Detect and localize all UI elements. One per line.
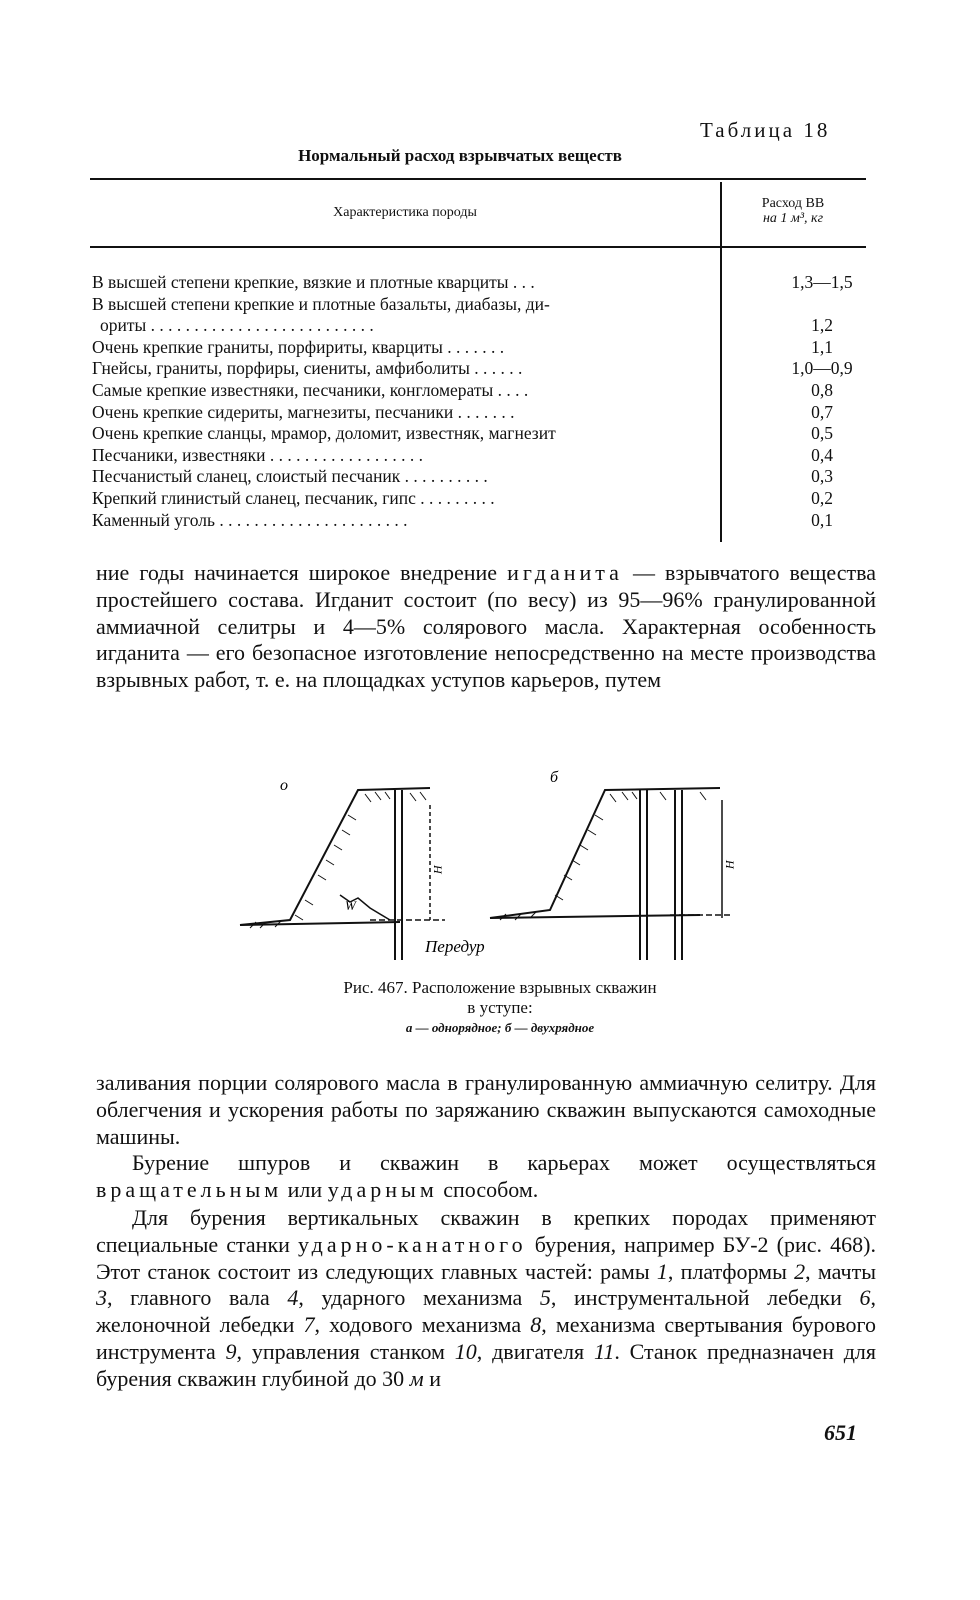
row-value: 1,0—0,9 bbox=[791, 358, 853, 379]
row-value: 0,5 bbox=[811, 423, 833, 444]
row-value: 0,3 bbox=[811, 466, 833, 487]
para4-n7: 7 bbox=[303, 1312, 315, 1338]
para4-a: Для бурения вертикальных скважин в крепких породах применяют специальные станки bbox=[96, 1205, 876, 1257]
para4-d: , платформы bbox=[667, 1258, 795, 1284]
caption-sub: а — однорядное; б — двухрядное bbox=[405, 1020, 595, 1035]
row-value: 1,3—1,5 bbox=[791, 272, 853, 292]
para4-term-cable: ударно-канатного bbox=[298, 1231, 527, 1257]
para4-n2: 2 bbox=[794, 1258, 806, 1284]
bench-ground-b bbox=[490, 915, 700, 918]
para4-n6: 6 bbox=[859, 1285, 871, 1311]
resistance-label: W bbox=[345, 898, 356, 913]
row-value: 0,8 bbox=[811, 379, 833, 400]
row-label: Очень крепкие сланцы, мрамор, доломит, известняк, магнезит bbox=[92, 423, 556, 444]
table-row bbox=[92, 272, 892, 294]
row-label: Очень крепкие сидериты, магнезиты, песчаники . . . . . . . bbox=[92, 401, 515, 422]
table-row bbox=[92, 294, 892, 316]
subdrill-label: Передур bbox=[425, 937, 485, 956]
table-row bbox=[92, 315, 892, 337]
rock-hatching bbox=[250, 792, 706, 928]
table-row bbox=[92, 488, 892, 510]
para2-text: заливания порции солярового масла в гранулированную аммиачную селитру. Для облегчения и ускорения работы по заряжанию скважин выпускаются самоходные машины. bbox=[96, 1070, 876, 1149]
paragraph-bu2 bbox=[96, 1205, 876, 1393]
para3-text-e: способом. bbox=[437, 1176, 539, 1202]
table-row bbox=[92, 337, 892, 359]
table-row bbox=[92, 423, 892, 445]
row-label: В высшей степени крепкие и плотные базальты, диабазы, ди- bbox=[92, 293, 550, 314]
table-header-consumption-line1: Расход ВВ bbox=[761, 196, 825, 211]
para1-text-a: ние годы начинается широкое внедрение bbox=[96, 560, 508, 585]
para4-o: и bbox=[423, 1365, 441, 1391]
para4-k: , механизма свертывания бурового инструмента bbox=[96, 1312, 876, 1364]
table-header-consumption bbox=[728, 196, 858, 226]
para3-text-a: Бурение шпуров и скважин в карьерах может осуществляться bbox=[132, 1150, 876, 1175]
para4-i: , желоночной лебедки bbox=[96, 1285, 877, 1338]
table-title-text: Нормальный расход взрывчатых веществ bbox=[298, 146, 622, 165]
caption-line1: Рис. 467. Расположение взрывных скважин bbox=[343, 978, 657, 997]
table-header-rock: Характеристика породы bbox=[333, 205, 477, 220]
bench-slope-b bbox=[490, 788, 720, 918]
para4-n8: 8 bbox=[530, 1312, 542, 1338]
table-row bbox=[92, 445, 892, 467]
caption-line2: в уступе: bbox=[467, 998, 533, 1017]
table-number: Таблица 18 bbox=[700, 118, 831, 142]
row-label: Крепкий глинистый сланец, песчаник, гипс . . . . . . . . . bbox=[92, 487, 495, 508]
row-label: Песчаники, известняки . . . . . . . . . . . . . . . . . . bbox=[92, 444, 424, 465]
row-value: 0,4 bbox=[811, 444, 833, 465]
para3-term-rotary: вращательным bbox=[96, 1176, 283, 1202]
table-header-consumption-line2: на 1 м³, кг bbox=[762, 211, 824, 226]
para4-n10: 10 bbox=[454, 1338, 477, 1364]
table-row bbox=[92, 402, 892, 424]
table-title bbox=[0, 146, 980, 166]
row-value: 1,2 bbox=[811, 315, 833, 336]
para3-text-c: или bbox=[282, 1176, 328, 1202]
row-value: 1,1 bbox=[811, 336, 833, 357]
paragraph-drilling-methods bbox=[96, 1150, 876, 1204]
para4-j: , ходового механизма bbox=[314, 1312, 531, 1338]
table-row bbox=[92, 466, 892, 488]
table-row bbox=[92, 380, 892, 402]
para4-n11: 11 bbox=[593, 1338, 615, 1364]
para4-n: . Станок предназначен для бурения скважин глубиной до 30 bbox=[96, 1338, 876, 1391]
para4-m: , двигателя bbox=[476, 1338, 594, 1364]
figure-borehole-layout bbox=[230, 760, 750, 975]
row-label: Гнейсы, граниты, порфиры, сиениты, амфиболиты . . . . . . bbox=[92, 358, 523, 379]
para4-c: бурения, например БУ-2 (рис. 468). Этот станок состоит из следующих главных частей: рамы bbox=[96, 1231, 876, 1284]
row-label: Каменный уголь . . . . . . . . . . . . . . . . . . . . . . bbox=[92, 509, 408, 530]
row-label: ориты . . . . . . . . . . . . . . . . . . . . . . . . . . bbox=[100, 315, 374, 336]
table-row bbox=[92, 510, 892, 532]
table-body bbox=[92, 272, 892, 531]
row-label: В высшей степени крепкие, вязкие и плотные кварциты . . . bbox=[92, 272, 535, 292]
table-row bbox=[92, 358, 892, 380]
row-value: 0,2 bbox=[811, 487, 833, 508]
height-label-b: Н bbox=[723, 860, 737, 869]
para4-l: , управления станком bbox=[236, 1338, 455, 1364]
row-label: Самые крепкие известняки, песчаники, конгломераты . . . . bbox=[92, 379, 529, 400]
para4-n1: 1 bbox=[656, 1258, 668, 1284]
paragraph-igdanit bbox=[96, 560, 876, 694]
row-value: 0,1 bbox=[811, 509, 833, 530]
row-value: 0,7 bbox=[811, 401, 833, 422]
row-label: Песчанистый сланец, слоистый песчаник . . . . . . . . . . bbox=[92, 466, 488, 487]
row-label: Очень крепкие граниты, порфириты, кварциты . . . . . . . bbox=[92, 336, 505, 357]
para4-unit: м bbox=[409, 1365, 424, 1391]
para4-e: , мачты bbox=[805, 1258, 877, 1284]
figure-label-b: б bbox=[550, 769, 559, 786]
table-header-rule bbox=[90, 246, 866, 248]
para1-term-igdanit: игданита bbox=[507, 560, 623, 585]
table-top-rule bbox=[90, 178, 866, 180]
para4-n9: 9 bbox=[225, 1338, 237, 1364]
para1-text-c: — взрывчатого вещества простейшего состава. Игданит состоит (по весу) из 95—96% гранулированной аммиачной селитры и 4—5% солярового масла. Характерная особенность игданита — его безопасное изготовление непосредственно на месте производства взрывных работ, т. е. на площадках уступов карьеров, путем bbox=[96, 560, 876, 693]
height-label-a: Н bbox=[431, 865, 445, 874]
para3-term-percussive: ударным bbox=[327, 1176, 438, 1202]
para4-n4: 4 bbox=[287, 1285, 299, 1311]
para4-n3: 3 bbox=[96, 1285, 107, 1311]
para4-n5: 5 bbox=[539, 1285, 551, 1311]
figure-label-a: о bbox=[280, 777, 288, 794]
figure-caption bbox=[230, 978, 770, 1038]
page-number: 651 bbox=[824, 1420, 857, 1445]
para4-f: , главного вала bbox=[107, 1285, 288, 1311]
para4-h: , инструментальной лебедки bbox=[550, 1285, 860, 1311]
para4-g: , ударного механизма bbox=[298, 1285, 540, 1311]
paragraph-charging bbox=[96, 1070, 876, 1150]
